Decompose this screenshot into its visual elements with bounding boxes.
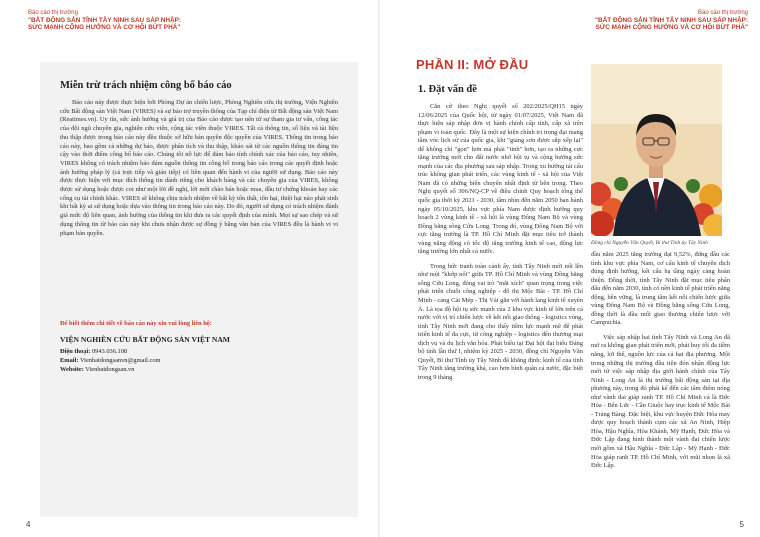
contact-organization: VIỆN NGHIÊN CỨU BẤT ĐỘNG SẢN VIỆT NAM bbox=[60, 335, 230, 344]
contact-website bbox=[60, 366, 134, 373]
contact-website-label: Website: bbox=[60, 366, 84, 373]
running-header-title-line1: "BẮT ĐỘNG SẢN TỈNH TÂY NINH SAU SÁP NHẬP: bbox=[28, 17, 181, 24]
running-header-label: Báo cáo thị trường bbox=[28, 10, 78, 16]
disclaimer-title: Miễn trừ trách nhiệm công bố báo cáo bbox=[60, 80, 232, 91]
contact-phone-value: 0943.036.108 bbox=[91, 348, 128, 355]
right-page bbox=[380, 0, 760, 537]
disclaimer-body: Báo cáo này được thực hiện bởi Phòng Dự án chiến lược, Phòng Nghiên cứu thị trường, Viện Nghiên cứu Bất động sản Việt Nam (VIRES) và sự bảo trợ truyền thông của Tạp chí điện tử Bất động sản Việt Nam (Reatimes.vn). Uy tín, sức ảnh hưởng và giá trị của Báo cáo được tạo nên từ sự tham gia tư vấn, công tác của đội ngũ chuyên gia, nghiên cứu viên, cộng tác viên thuộc VIRES. Tất cả thông tin, số liệu và tài liệu thu thập được trong báo cáo này đều thuộc sở hữu bản quyền độc quyền của VIRES. Thông tin trong báo cáo này, bao gồm cả những dự báo, được phân tích và thu thập, khảo sát từ các nguồn thông tin đáng tin cậy vào thời điểm công bố báo cáo. Chúng tôi nỗ lực để đảm bảo tính chính xác của báo cáo, tuy nhiên, VIRES không có trách nhiệm bảo đảm nguồn thông tin công bố trong báo cáo trong các quyết định hoặc ảnh hưởng pháp lý (cả trực tiếp và gián tiếp) có liên quan đến hành vi của người sử dụng. Báo cáo này được thực hiện với mục đích thông tin dành riêng cho khách hàng và các chuyên gia của VIRES, không được sử dụng hoặc được coi như một lời đề nghị, lời mời chào bán hoặc mua, đầu tư chứng khoán hay các công cụ tài chính khác. VIRES sẽ không chịu trách nhiệm về bất kỳ tổn thất, tổn hại, thiệt hại nào phát sinh khi bất kỳ ai sử dụng hoặc dựa vào thông tin trong báo cáo này. Do đó, người sử dụng có trách nhiệm đánh giá mức độ liên quan, ảnh hưởng của thông tin khi đưa ra các quyết định của mình. Mọi sự sao chép và sử dụng thông tin từ báo cáo này khi chưa nhận được sự đồng ý bằng văn bản của VIRES đều là hành vi vi phạm bản quyền. bbox=[60, 99, 338, 237]
subsection-title: 1. Đặt vấn đề bbox=[418, 84, 477, 95]
contact-email bbox=[60, 357, 161, 364]
contact-website-value: Vienbatdongsan.vn bbox=[85, 366, 135, 373]
running-header-label: Báo cáo thị trường bbox=[698, 10, 748, 16]
running-header-title-line2: SỨC MẠNH CỘNG HƯỞNG VÀ CƠ HỘI BỨT PHÁ" bbox=[595, 24, 748, 32]
photo-caption: Đồng chí Nguyễn Văn Quyết, Bí thư Tỉnh ủy Tây Ninh bbox=[591, 240, 708, 246]
running-header-left bbox=[28, 10, 181, 31]
contact-email-value: Vienbatdongsanvn@gmail.com bbox=[79, 357, 161, 364]
contact-phone-label: Điện thoại: bbox=[60, 348, 91, 355]
contact-email-label: Email: bbox=[60, 357, 79, 364]
page-number-right: 5 bbox=[739, 520, 744, 529]
running-header-title-line2: SỨC MẠNH CỘNG HƯỞNG VÀ CƠ HỘI BỨT PHÁ" bbox=[28, 24, 181, 32]
disclaimer-box bbox=[40, 62, 358, 517]
paragraph: Việc sáp nhập hai tỉnh Tây Ninh và Long An đã mở ra không gian phát triển mới, phát huy tối đa tiềm năng, lợi thế, nguồn lực của cả hai địa phương. Một trong những thị trường đầu tiên đón nhận động lực mới từ việc sáp nhập địa giới hành chính của Tây Ninh - Long An là thị trường bất động sản tại địa phương này, trong đó phải kể đến các tâm điểm nóng như vành đai giáp ranh TP. Hồ Chí Minh cả là Đức Hòa - Bến Lức - Cần Giuộc hay trục kinh tế Mộc Bài - Trảng Bàng. Đặc biệt, khu vực huyện Đức Hòa may được quy hoạch thành cụm các xã An Ninh, Hiệp Hòa, Hậu Nghĩa, Hòa Khánh, Mỹ Hạnh, Đức Hòa và Đức Lập đang hình thành một vành đai chiến lược mới gồm xã Hậu Nghĩa - Đức Lập - Mỹ Hạnh - Đức Hòa giáp ranh TP. Hồ Chí Minh, với mũi nhọn là xã Đức Lập. bbox=[591, 333, 730, 470]
contact-title: Để biết thêm chi tiết về báo cáo này xin vui lòng liên hệ: bbox=[60, 320, 212, 327]
contact-phone bbox=[60, 348, 127, 355]
running-header-title-line1: "BẮT ĐỘNG SẢN TỈNH TÂY NINH SAU SÁP NHẬP: bbox=[595, 17, 748, 24]
paragraph: đầu năm 2025 tăng trưởng đạt 9,52%, đứng đầu các tỉnh khu vực phía Nam, cơ cấu kinh tế chuyển dịch đúng định hướng, kết cấu hạ tầng ngày càng hoàn thiện. Đồng thời, tỉnh Tây Ninh đặt mục tiêu phấn đấu đến năm 2030, tỉnh có nền kinh tế phát triển năng động, bền vững, là trung tâm kết nối chiến lược giữa vùng Đông Nam Bộ và Đồng bằng sông Cửu Long, đồng thời là đầu mối giao thương chiến lược với Campuchia. bbox=[591, 251, 730, 327]
section-title: PHẦN II: MỞ ĐẦU bbox=[416, 57, 529, 72]
page-number-left: 4 bbox=[26, 520, 31, 529]
body-column-2 bbox=[591, 251, 730, 471]
portrait-illustration bbox=[591, 64, 722, 236]
running-header-right bbox=[595, 10, 748, 31]
body-column-1 bbox=[418, 103, 583, 383]
portrait-photo bbox=[591, 64, 722, 236]
paragraph: Trong bức tranh toàn cảnh ấy, tỉnh Tây Ninh mới nổi lên như một "khớp nối" giữa TP. Hồ Chí Minh và vùng Đồng bằng sông Cửu Long, đóng vai trò "mắt xích" quan trọng trong việc phát triển chuỗi công nghiệp - đô thị Mộc Bài - TP. Hồ Chí Minh - cảng Cái Mép - Thị Vải gắn với hành lang kinh tế xuyên Á. Là tọa độ hội tụ sức mạnh của 2 khu vực kinh tế lớn trên cả nước với vị trí chiến lược về kết nối giao thông - logistics vùng, tỉnh Tây Ninh mới đang cho thấy tiềm lực mạnh mẽ để phát triển kinh tế đa cực, từ công nghiệp - logistics đến thương mại dịch vụ và du lịch văn hóa. Phát biểu tại Đại hội đại biểu Đảng bộ tỉnh lần thứ I, nhiệm kỳ 2025 - 2030, đồng chí Nguyễn Văn Quyết, Bí thư Tỉnh ủy Tây Ninh đã khẳng định: kinh tế của tỉnh Tây Ninh tăng trưởng khá, cao hơn bình quân cả nước, đặc biệt trong 9 tháng bbox=[418, 262, 583, 381]
paragraph: Căn cứ theo Nghị quyết số 202/2025/QH15 ngày 12/06/2025 của Quốc hội, từ ngày 01/07/2025, Việt Nam đã thực hiện sáp nhập đơn vị hành chính cấp tỉnh, cấp xã trên phạm vi toàn quốc. Đây là một sự kiện chính trị trọng đại mang tầm vóc lịch sử của quốc gia, khi "giang sơn được sắp xếp lại" để không chỉ "gọn" hơn mà phải "tinh" hơn, tạo ra những cực tăng trưởng mới cho đất nước nhờ hội tụ và cộng hưởng sức mạnh của các địa phương sau sáp nhập. Trong xu hướng tái cấu trúc không gian phát triển, các vùng kinh tế - xã hội của Việt Nam đã có những biến chuyển nhất định từ bên trong. Theo Nghị quyết số 306/NQ-CP về điều chỉnh Quy hoạch tổng thể quốc gia thời kỳ 2021 - 2030, tầm nhìn đến năm 2050 ban hành ngày 05/10/2025, khu vực phía Nam được định hướng quy hoạch 2 vùng kinh tế - xã hội là vùng Đông Nam Bộ và vùng Đồng bằng sông Cửu Long. Trong đó, vùng Đông Nam Bộ với cực tăng trưởng là TP. Hồ Chí Minh đặt mục tiêu trở thành vùng năng động có tốc độ tăng trưởng kinh tế cao, động lực tăng trưởng lớn nhất cả nước. bbox=[418, 103, 583, 256]
